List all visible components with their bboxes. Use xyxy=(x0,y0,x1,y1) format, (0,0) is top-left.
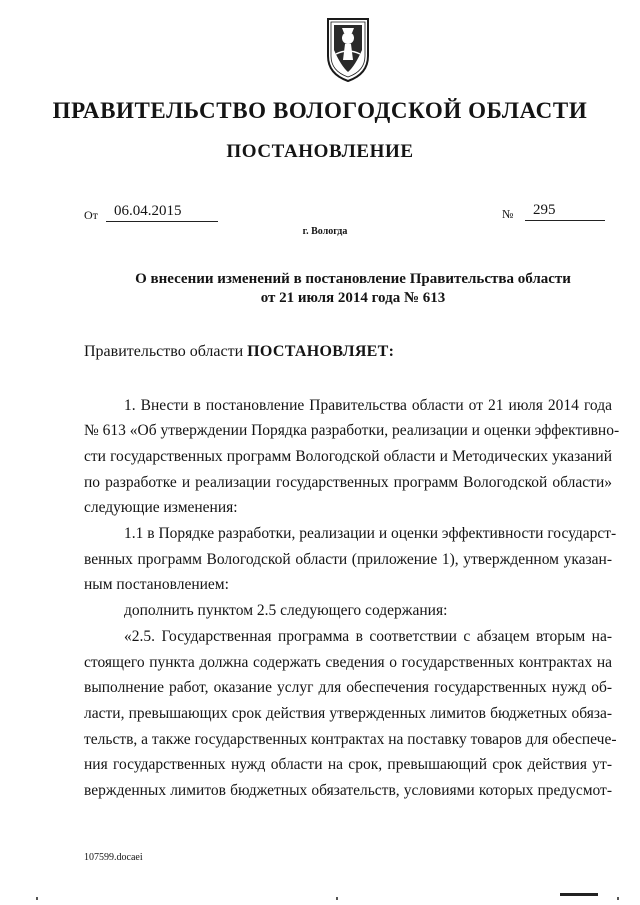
document-subject xyxy=(118,270,588,308)
body-line: выполнение работ, оказание услуг для обеспечения государственных нужд об- xyxy=(84,679,612,696)
document-type: ПОСТАНОВЛЕНИЕ xyxy=(226,141,414,162)
body-line: ния государственных нужд области на срок, превышающий срок действия ут- xyxy=(84,756,612,773)
government-title: ПРАВИТЕЛЬСТВО ВОЛОГОДСКОЙ ОБЛАСТИ xyxy=(52,98,588,123)
date-prefix: От xyxy=(84,208,98,222)
body-line: вержденных лимитов бюджетных обязательств, условиями которых предусмот- xyxy=(84,782,612,799)
body-line: венных программ Вологодской области (приложение 1), утвержденном указан- xyxy=(84,551,612,568)
body-line: стоящего пункта должна содержать сведения о государственных контрактах на xyxy=(84,654,612,671)
body-line: сти государственных программ Вологодской области и Методических указаний xyxy=(84,448,612,465)
document-date: 06.04.2015 xyxy=(106,203,218,222)
file-name: 107599.docaei xyxy=(84,852,143,863)
body-line: «2.5. Государственная программа в соответствии с абзацем вторым на- xyxy=(124,628,612,645)
body-line: ласти, превышающих срок действия утвержденных лимитов бюджетных обяза- xyxy=(84,705,612,722)
scan-dot xyxy=(36,897,38,900)
body-line: 1.1 в Порядке разработки, реализации и оценки эффективности государст- xyxy=(124,525,617,542)
document-number: 295 xyxy=(525,202,605,221)
body-line: 1. Внести в постановление Правительства области от 21 июля 2014 года xyxy=(124,397,612,414)
body-line: следующие изменения: xyxy=(84,499,238,516)
scan-dot xyxy=(336,897,338,900)
body-line: № 613 «Об утверждении Порядка разработки, реализации и оценки эффективно- xyxy=(84,422,620,439)
preamble-text: Правительство области xyxy=(84,343,248,360)
city: г. Вологда xyxy=(302,226,348,237)
subject-line-2: от 21 июля 2014 года № 613 xyxy=(260,290,446,306)
preamble xyxy=(84,343,394,361)
body-line: дополнить пунктом 2.5 следующего содержания: xyxy=(124,602,448,619)
subject-line-1: О внесении изменений в постановление Правительства области xyxy=(135,271,571,287)
number-prefix: № xyxy=(502,207,514,221)
scan-dot xyxy=(617,897,619,900)
body-line: по разработке и реализации государственных программ Вологодской области» xyxy=(84,474,612,491)
preamble-decree: ПОСТАНОВЛЯЕТ: xyxy=(247,343,395,360)
body-line: тельств, а также государственных контрактах на поставку товаров для обеспече- xyxy=(84,731,617,748)
scan-mark xyxy=(560,893,598,896)
body-line: ным постановлением: xyxy=(84,576,229,593)
coat-of-arms-icon xyxy=(325,16,371,84)
